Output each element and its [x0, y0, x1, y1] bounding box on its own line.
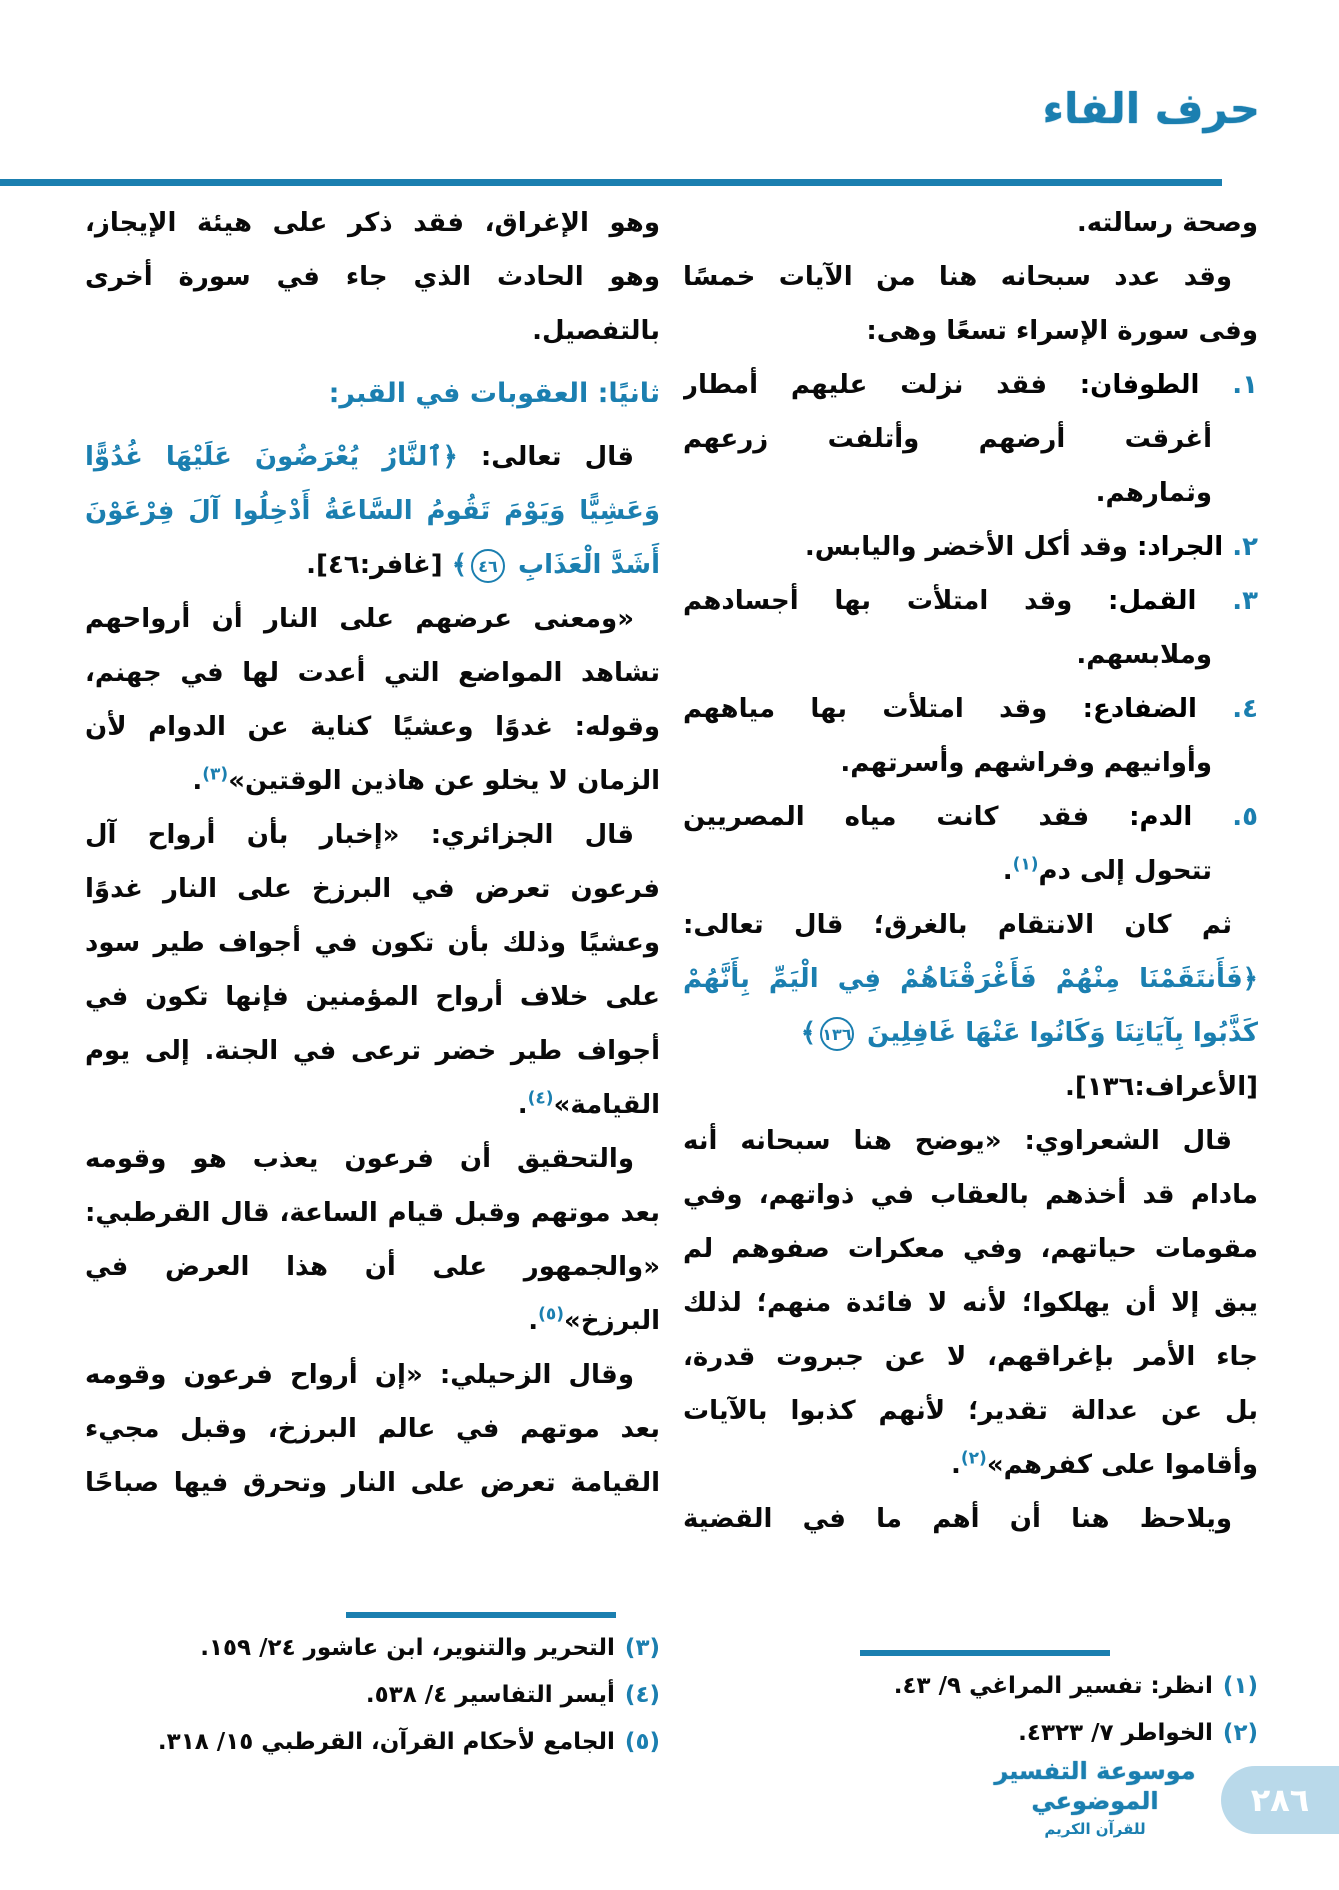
text-line — [85, 304, 660, 358]
text-segment: وثمارهم. — [1095, 478, 1212, 508]
text-line — [85, 250, 660, 304]
heading-text: ثانيًا: العقوبات في القبر: — [328, 378, 660, 409]
verse-number-ornament: ٤٦ — [471, 549, 505, 583]
text-line — [683, 1222, 1258, 1276]
footnote-text: الخواطر ٧/ ٤٣٢٣. — [1018, 1720, 1213, 1746]
text-segment: وهو الإغراق، فقد ذكر على هيئة الإيجاز، — [85, 208, 660, 238]
logo-subtitle: للقرآن الكريم — [1044, 1820, 1146, 1838]
text-line — [683, 1330, 1258, 1384]
text-segment: . — [517, 1090, 528, 1120]
text-segment: فرعون تعرض في البرزخ على النار غدوًا — [85, 874, 660, 904]
text-segment: [الأعراف:١٣٦]. — [1065, 1072, 1258, 1102]
text-segment: فقد نزلت عليهم أمطار — [683, 370, 1080, 400]
footnote-text: التحرير والتنوير، ابن عاشور ٢٤/ ١٥٩. — [200, 1635, 615, 1661]
text-line — [85, 700, 660, 754]
text-segment: الضفادع: — [1082, 694, 1197, 724]
text-segment: القيامة تعرض على النار وتحرق فيها صباحًا — [85, 1468, 660, 1498]
text-segment: على خلاف أرواح المؤمنين فإنها تكون في — [85, 982, 660, 1012]
quran-text: أَشَدَّ الْعَذَابِ — [508, 550, 660, 580]
footnote-ref: (٥) — [538, 1304, 565, 1325]
footnote — [85, 1672, 660, 1719]
footnote-ref: (٣) — [202, 764, 229, 785]
text-segment: أجواف طير خضر ترعى في الجنة. إلى يوم — [85, 1036, 660, 1066]
text-line — [683, 736, 1258, 790]
text-line — [85, 1186, 660, 1240]
text-segment: فقد كانت مياه المصريين — [683, 802, 1130, 832]
footnote-number: (٤) — [624, 1682, 660, 1708]
footnote — [683, 1663, 1258, 1710]
text-line — [683, 1276, 1258, 1330]
text-segment: وصحة رسالته. — [1076, 208, 1258, 238]
text-line — [683, 1384, 1258, 1438]
text-segment: مقومات حياتهم، وفي معكرات صفوهم لم — [683, 1234, 1258, 1264]
footnote-ref: (١) — [1012, 854, 1039, 875]
text-segment: وقد أكل الأخضر واليابس. — [804, 532, 1137, 562]
text-segment: بل عن عدالة تقدير؛ لأنهم كذبوا بالآيات — [683, 1396, 1258, 1426]
publisher-logo — [950, 1756, 1240, 1838]
text-line — [683, 844, 1258, 898]
text-segment: وفى سورة الإسراء تسعًا وهى: — [866, 316, 1258, 346]
text-segment: الجراد: — [1136, 532, 1224, 562]
text-line — [85, 1294, 660, 1348]
right-footnote-separator — [860, 1650, 1110, 1656]
footnote-number: (٢) — [1222, 1720, 1258, 1746]
text-line — [85, 1240, 660, 1294]
text-segment: الزمان لا يخلو عن هاذين الوقتين» — [228, 766, 660, 796]
quran-text: وَعَشِيًّا وَيَوْمَ تَقُومُ السَّاعَةُ أَدْخِلُوا آلَ فِرْعَوْنَ — [85, 496, 660, 526]
section-heading — [85, 358, 660, 430]
text-segment: بعد موتهم في عالم البرزخ، وقبل مجيء — [85, 1414, 660, 1444]
text-line — [85, 916, 660, 970]
text-segment: وقوله: غدوًا وعشيًا كناية عن الدوام لأن — [85, 712, 660, 742]
text-segment: . — [1002, 856, 1013, 886]
text-segment: بعد موتهم وقبل قيام الساعة، قال القرطبي: — [85, 1198, 660, 1228]
list-number: ٤. — [1196, 694, 1258, 724]
text-line — [683, 1438, 1258, 1492]
left-text-column — [85, 196, 660, 1510]
text-segment: والتحقيق أن فرعون يعذب هو وقومه — [85, 1144, 634, 1174]
text-segment: . — [192, 766, 203, 796]
logo-title-calligraphy: موسوعة التفسير الموضوعي — [994, 1757, 1196, 1815]
left-footnote-separator — [346, 1612, 616, 1618]
text-line — [85, 1402, 660, 1456]
text-segment: قال تعالى: — [457, 442, 634, 472]
text-line — [683, 628, 1258, 682]
text-line — [85, 754, 660, 808]
text-line — [85, 970, 660, 1024]
footnote-text: انظر: تفسير المراغي ٩/ ٤٣. — [893, 1673, 1213, 1699]
text-line — [85, 646, 660, 700]
footnote — [683, 1710, 1258, 1757]
text-line — [683, 952, 1258, 1006]
text-line — [85, 1024, 660, 1078]
text-segment: وقال الزحيلي: «إن أرواح فرعون وقومه — [85, 1360, 634, 1390]
text-segment: وأوانيهم وفراشهم وأسرتهم. — [840, 748, 1212, 778]
text-segment: البرزخ» — [564, 1306, 660, 1336]
text-segment: ثم كان الانتقام بالغرق؛ قال تعالى: — [683, 910, 1232, 940]
right-footnotes — [683, 1663, 1258, 1757]
text-segment: جاء الأمر بإغراقهم، لا عن جبروت قدرة، — [683, 1342, 1258, 1372]
text-line — [683, 358, 1258, 412]
text-line — [683, 1006, 1258, 1060]
text-line — [85, 592, 660, 646]
text-segment: ويلاحظ هنا أن أهم ما في القضية — [683, 1504, 1232, 1534]
text-segment: قال الشعراوي: «يوضح هنا سبحانه أنه — [683, 1126, 1232, 1156]
page-number-badge: ٢٨٦ — [1221, 1766, 1339, 1834]
text-line — [683, 1168, 1258, 1222]
text-line — [85, 484, 660, 538]
text-line — [683, 1114, 1258, 1168]
text-line — [85, 196, 660, 250]
text-segment: وقد امتلأت بها مياههم — [683, 694, 1083, 724]
text-line — [85, 1456, 660, 1510]
text-line — [85, 430, 660, 484]
text-segment: [غافر:٤٦]. — [306, 550, 452, 580]
text-line — [85, 1132, 660, 1186]
chapter-title-calligraphy: حرف الفاء — [1042, 84, 1260, 133]
text-line — [683, 682, 1258, 736]
text-segment: «والجمهور على أن هذا العرض في — [85, 1252, 660, 1282]
right-text-column — [683, 196, 1258, 1546]
text-line — [683, 466, 1258, 520]
header-rule — [0, 179, 1222, 186]
text-segment: وملابسهم. — [1076, 640, 1212, 670]
footnote-number: (٥) — [624, 1729, 660, 1755]
quran-text: كَذَّبُوا بِآيَاتِنَا وَكَانُوا عَنْهَا غَافِلِينَ — [857, 1018, 1258, 1048]
text-segment: يبق إلا أن يهلكوا؛ لأنه لا فائدة منهم؛ لذلك — [683, 1288, 1258, 1318]
footnote-number: (٣) — [624, 1635, 660, 1661]
text-segment: أغرقت أرضهم وأتلفت زرعهم — [683, 424, 1212, 454]
text-line — [85, 1078, 660, 1132]
text-segment: الدم: — [1129, 802, 1193, 832]
text-segment: القمل: — [1108, 586, 1197, 616]
list-number: ٥. — [1192, 802, 1258, 832]
text-segment: وقد امتلأت بها أجسادهم — [683, 586, 1109, 616]
text-segment: مادام قد أخذهم بالعقاب في ذواتهم، وفي — [683, 1180, 1258, 1210]
text-segment: القيامة» — [553, 1090, 660, 1120]
quran-text: ﴿ٱلنَّارُ يُعْرَضُونَ عَلَيْهَا غُدُوًّا — [85, 442, 458, 472]
list-number: ٢. — [1223, 532, 1258, 562]
text-segment: «ومعنى عرضهم على النار أن أرواحهم — [85, 604, 634, 634]
text-segment: وأقاموا على كفرهم» — [986, 1450, 1258, 1480]
text-line — [683, 304, 1258, 358]
text-line — [85, 808, 660, 862]
text-segment: وعشيًا وذلك بأن تكون في أجواف طير سود — [85, 928, 660, 958]
text-line — [683, 196, 1258, 250]
text-segment: وهو الحادث الذي جاء في سورة أخرى — [85, 262, 660, 292]
footnote-ref: (٢) — [960, 1448, 987, 1469]
quran-text: ﴿فَأَنتَقَمْنَا مِنْهُمْ فَأَغْرَقْنَاهُمْ فِي الْيَمِّ بِأَنَّهُمْ — [683, 964, 1258, 994]
list-number: ٣. — [1196, 586, 1258, 616]
text-segment: . — [950, 1450, 961, 1480]
footnote — [85, 1625, 660, 1672]
verse-number-ornament: ١٣٦ — [820, 1017, 854, 1051]
text-segment: قال الجزائري: «إخبار بأن أرواح آل — [85, 820, 634, 850]
text-line — [85, 1348, 660, 1402]
text-segment: الطوفان: — [1079, 370, 1200, 400]
text-line — [683, 1492, 1258, 1546]
quran-text: ﴾ — [800, 1018, 816, 1048]
text-line — [683, 412, 1258, 466]
text-segment: . — [528, 1306, 539, 1336]
footnote-number: (١) — [1222, 1673, 1258, 1699]
left-footnotes — [85, 1625, 660, 1766]
text-line — [85, 862, 660, 916]
footnote-text: أيسر التفاسير ٤/ ٥٣٨. — [365, 1682, 615, 1708]
text-line — [683, 1060, 1258, 1114]
footnote-text: الجامع لأحكام القرآن، القرطبي ١٥/ ٣١٨. — [157, 1729, 615, 1755]
text-segment: تتحول إلى دم — [1038, 856, 1212, 886]
text-line — [683, 520, 1258, 574]
text-line — [683, 898, 1258, 952]
text-segment: بالتفصيل. — [532, 316, 660, 346]
text-line — [85, 538, 660, 592]
text-line — [683, 574, 1258, 628]
footnote-ref: (٤) — [527, 1088, 554, 1109]
list-number: ١. — [1199, 370, 1258, 400]
text-line — [683, 790, 1258, 844]
text-line — [683, 250, 1258, 304]
quran-text: ﴾ — [451, 550, 467, 580]
footnote — [85, 1719, 660, 1766]
text-segment: تشاهد المواضع التي أعدت لها في جهنم، — [85, 658, 660, 688]
text-segment: وقد عدد سبحانه هنا من الآيات خمسًا — [683, 262, 1232, 292]
